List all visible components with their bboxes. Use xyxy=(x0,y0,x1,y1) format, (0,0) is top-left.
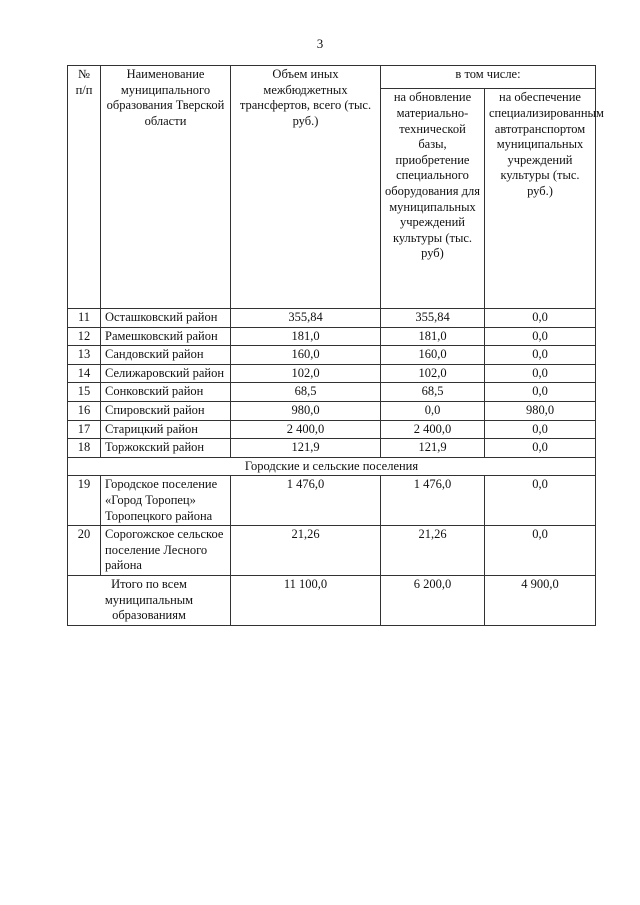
section-title: Городские и сельские поселения xyxy=(68,457,596,476)
table-row xyxy=(68,420,596,439)
row-b: 0,0 xyxy=(485,364,596,383)
row-no: 14 xyxy=(68,364,101,383)
row-no: 12 xyxy=(68,327,101,346)
table-row xyxy=(68,383,596,402)
row-a: 21,26 xyxy=(381,526,485,576)
header-name: Наименование муниципального образования Тверской области xyxy=(101,66,231,309)
row-name: Сандовский район xyxy=(101,346,231,365)
row-name: Сонковский район xyxy=(101,383,231,402)
row-total: 2 400,0 xyxy=(231,420,381,439)
row-no: 13 xyxy=(68,346,101,365)
row-total: 68,5 xyxy=(231,383,381,402)
row-name: Осташковский район xyxy=(101,309,231,328)
row-name: Старицкий район xyxy=(101,420,231,439)
row-a: 2 400,0 xyxy=(381,420,485,439)
row-no: 16 xyxy=(68,401,101,420)
page-number: 3 xyxy=(316,36,324,51)
totals-label: Итого по всем муниципальным образованиям xyxy=(68,575,231,625)
row-b: 0,0 xyxy=(485,383,596,402)
table-row xyxy=(68,364,596,383)
row-name: Сорогожское сельское поселение Лесного района xyxy=(101,526,231,576)
header-no: № п/п xyxy=(68,66,101,309)
row-a: 1 476,0 xyxy=(381,476,485,526)
row-a: 355,84 xyxy=(381,309,485,328)
header-col-b: на обеспечение специализированным автотранспортом муниципальных учреждений культуры (тыс. руб.) xyxy=(485,89,596,309)
header-col-a: на обновление материально-технической базы, приобретение специального оборудования для муниципальных учреждений культуры (тыс. руб) xyxy=(381,89,485,309)
table-row xyxy=(68,346,596,365)
row-b: 0,0 xyxy=(485,476,596,526)
row-no: 17 xyxy=(68,420,101,439)
row-total: 160,0 xyxy=(231,346,381,365)
totals-a: 6 200,0 xyxy=(381,575,485,625)
totals-row xyxy=(68,575,596,625)
row-name: Рамешковский район xyxy=(101,327,231,346)
section-row xyxy=(68,457,596,476)
row-b: 0,0 xyxy=(485,526,596,576)
row-total: 1 476,0 xyxy=(231,476,381,526)
row-b: 980,0 xyxy=(485,401,596,420)
table-row xyxy=(68,401,596,420)
row-a: 102,0 xyxy=(381,364,485,383)
header-including: в том числе: xyxy=(381,66,596,89)
table-row xyxy=(68,526,596,576)
header-total: Объем иных межбюджетных трансфертов, всего (тыс. руб.) xyxy=(231,66,381,309)
row-b: 0,0 xyxy=(485,420,596,439)
row-a: 121,9 xyxy=(381,439,485,458)
row-total: 980,0 xyxy=(231,401,381,420)
totals-total: 11 100,0 xyxy=(231,575,381,625)
row-no: 18 xyxy=(68,439,101,458)
row-a: 181,0 xyxy=(381,327,485,346)
row-a: 68,5 xyxy=(381,383,485,402)
transfers-table xyxy=(67,65,604,626)
row-name: Торжокский район xyxy=(101,439,231,458)
row-no: 20 xyxy=(68,526,101,576)
row-b: 0,0 xyxy=(485,439,596,458)
row-name: Городское поселение «Город Торопец» Торопецкого района xyxy=(101,476,231,526)
table-row xyxy=(68,327,596,346)
table-row xyxy=(68,476,596,526)
row-total: 121,9 xyxy=(231,439,381,458)
table-row xyxy=(68,309,596,328)
row-total: 181,0 xyxy=(231,327,381,346)
row-b: 0,0 xyxy=(485,327,596,346)
row-a: 0,0 xyxy=(381,401,485,420)
table-row xyxy=(68,439,596,458)
row-b: 0,0 xyxy=(485,346,596,365)
header-row-1 xyxy=(68,66,596,89)
row-total: 355,84 xyxy=(231,309,381,328)
row-no: 11 xyxy=(68,309,101,328)
row-a: 160,0 xyxy=(381,346,485,365)
row-total: 102,0 xyxy=(231,364,381,383)
row-total: 21,26 xyxy=(231,526,381,576)
row-name: Селижаровский район xyxy=(101,364,231,383)
row-no: 15 xyxy=(68,383,101,402)
totals-b: 4 900,0 xyxy=(485,575,596,625)
row-no: 19 xyxy=(68,476,101,526)
row-name: Спировский район xyxy=(101,401,231,420)
row-b: 0,0 xyxy=(485,309,596,328)
